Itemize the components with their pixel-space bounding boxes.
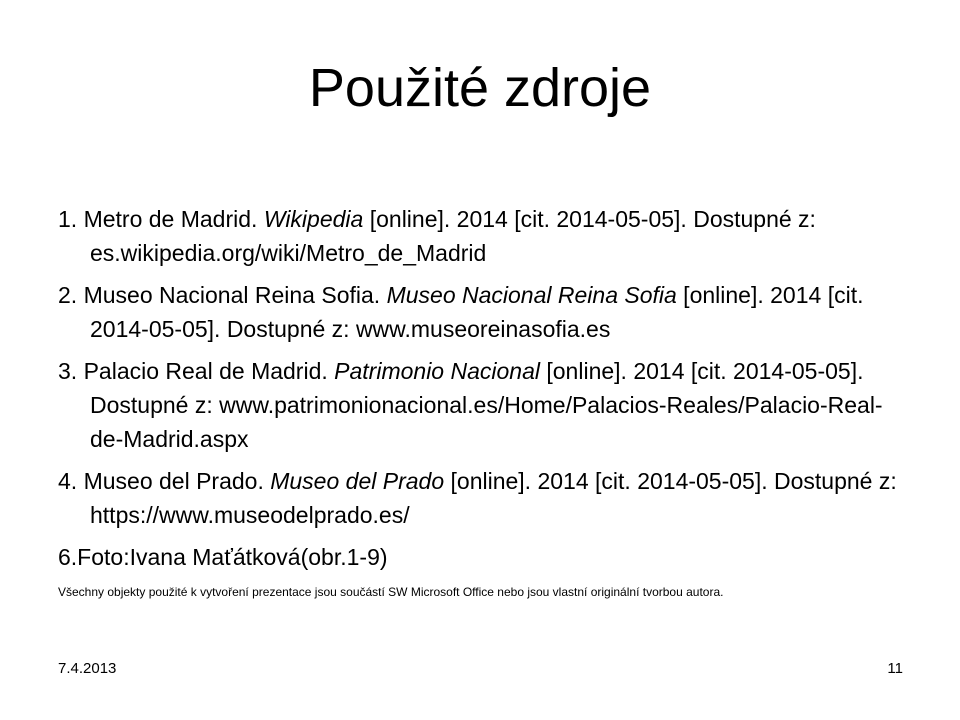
reference-source-title: Museo Nacional Reina Sofia (386, 282, 677, 308)
reference-item (58, 464, 908, 532)
footer-date: 7.4.2013 (58, 660, 117, 677)
reference-item (58, 202, 908, 270)
reference-source-title: Wikipedia (263, 206, 364, 232)
slide-body (58, 202, 908, 601)
reference-text: [online]. 2014 [cit. 2014-05-05]. Dostupné z: https://www.museodelprado.es/ (90, 468, 897, 528)
reference-text: 3. Palacio Real de Madrid. (58, 358, 335, 384)
reference-text: [online]. 2014 [cit. 2014-05-05]. Dostupné z: www.patrimonionacional.es/Home/Palacios-Reales/Palacio-Real-de-Madrid.aspx (90, 358, 883, 452)
reference-item (58, 278, 908, 346)
reference-text: 1. Metro de Madrid. (58, 206, 264, 232)
slide-title: Použité zdroje (308, 58, 652, 118)
reference-text: [online]. 2014 [cit. 2014-05-05]. Dostupné z: es.wikipedia.org/wiki/Metro_de_Madrid (90, 206, 816, 266)
reference-text: 4. Museo del Prado. (58, 468, 271, 494)
reference-source-title: Patrimonio Nacional (334, 358, 540, 384)
slide-number: 11 (887, 660, 903, 677)
reference-text: 2. Museo Nacional Reina Sofia. (58, 282, 387, 308)
copyright-note: Všechny objekty použité k vytvoření prezentace jsou součástí SW Microsoft Office nebo jsou vlastní originální tvorbou autora. (58, 585, 724, 599)
reference-item (58, 354, 908, 456)
photo-credit: 6.Foto:Ivana Maťátková(obr.1-9) (58, 544, 388, 570)
reference-source-title: Museo del Prado (270, 468, 445, 494)
reference-text: [online]. 2014 [cit. 2014-05-05]. Dostupné z: www.museoreinasofia.es (90, 282, 864, 342)
